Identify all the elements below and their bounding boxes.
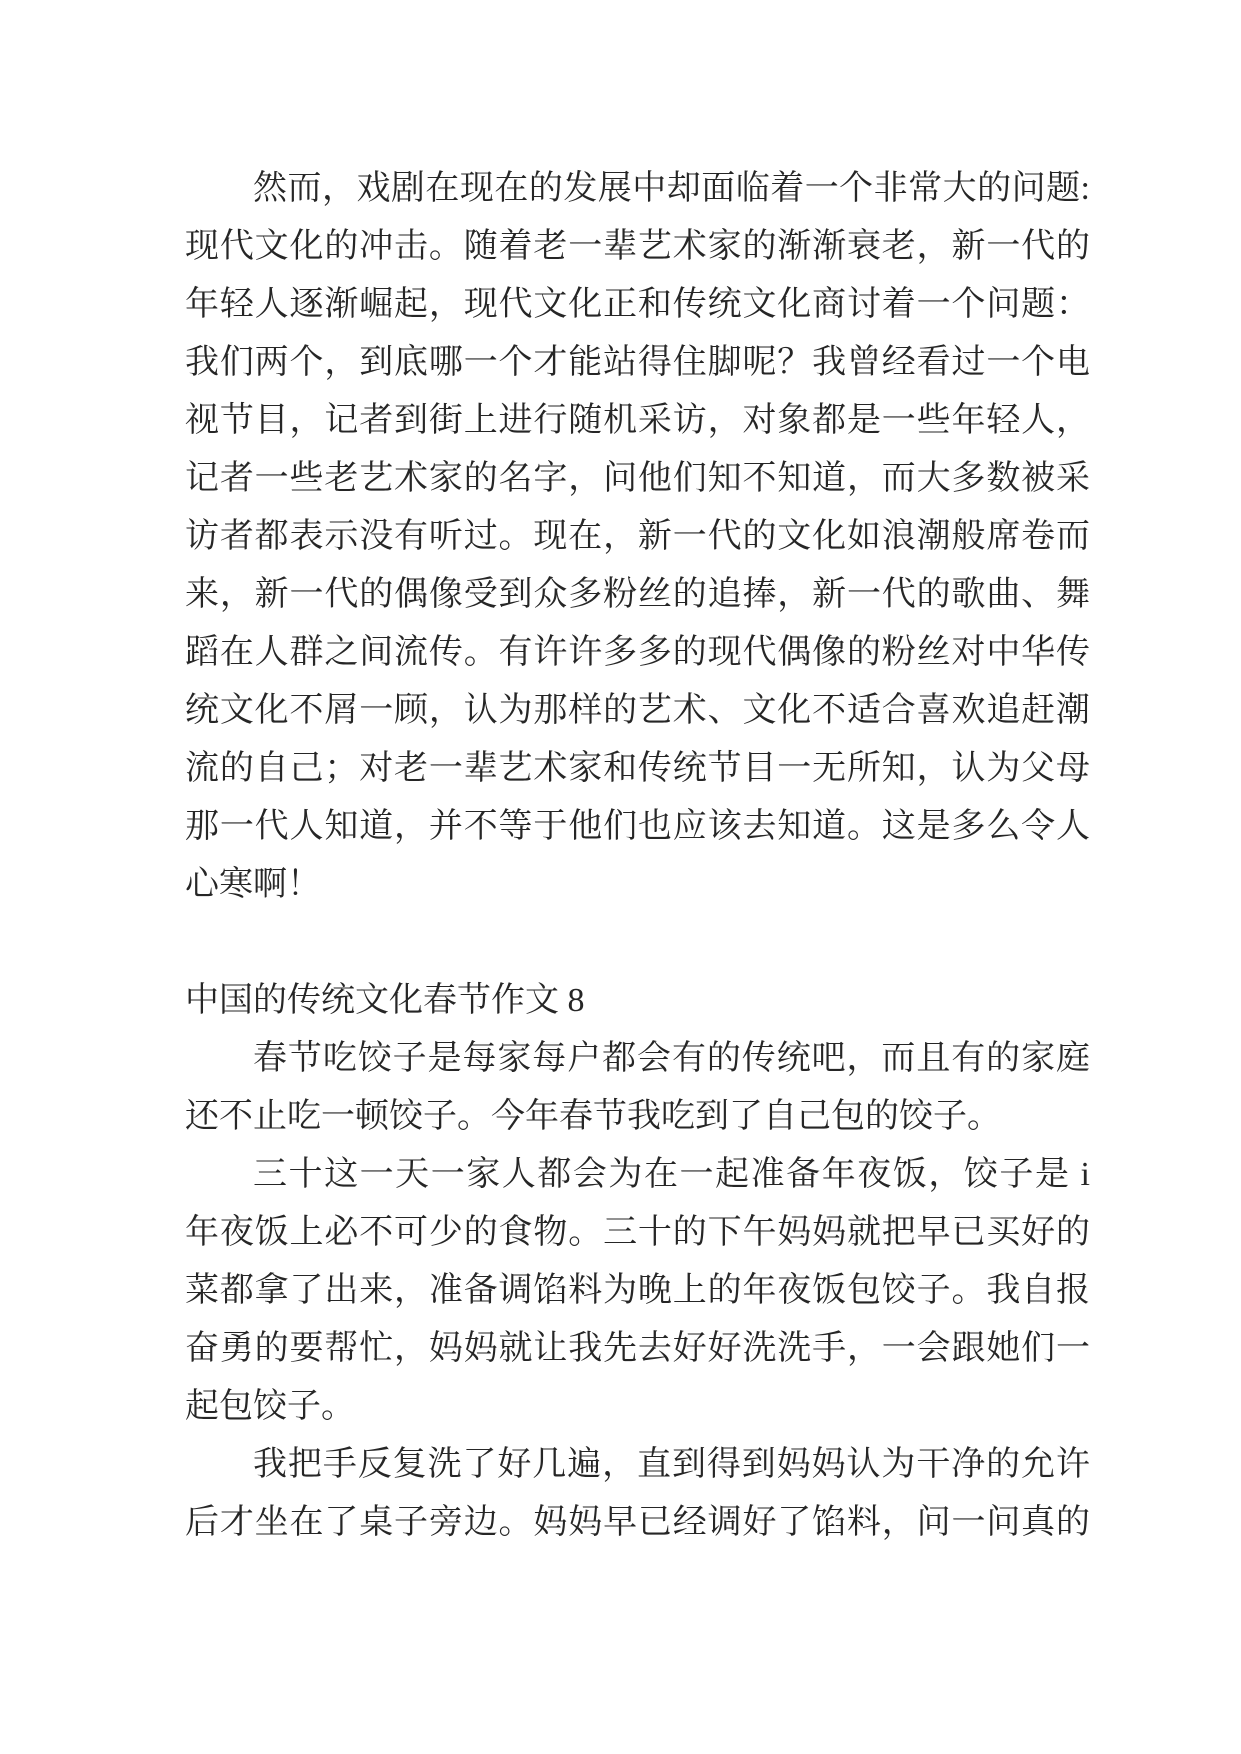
essay-line: 还不止吃一顿饺子。今年春节我吃到了自己包的饺子。 [185,1098,1001,1135]
essay-line: 来，新一代的偶像受到众多粉丝的追捧，新一代的歌曲、舞 [185,576,1090,613]
essay-line: 然而，戏剧在现在的发展中却面临着一个非常大的问题: [253,170,1090,207]
essay-line: 心寒啊！ [185,866,321,903]
essay-line: 年夜饭上必不可少的食物。三十的下午妈妈就把早已买好的 [185,1214,1090,1251]
essay-line: 三十这一天一家人都会为在一起准备年夜饭，饺子是 i [253,1156,1090,1193]
essay-line: 奋勇的要帮忙，妈妈就让我先去好好洗洗手，一会跟她们一 [185,1330,1090,1367]
essay-line: 记者一些老艺术家的名字，问他们知不知道，而大多数被采 [185,460,1090,497]
essay-section-heading: 中国的传统文化春节作文 8 [185,982,585,1019]
essay-line: 我把手反复洗了好几遍，直到得到妈妈认为干净的允许 [253,1446,1090,1483]
essay-line: 流的自己；对老一辈艺术家和传统节目一无所知，认为父母 [185,750,1090,787]
essay-line: 后才坐在了桌子旁边。妈妈早已经调好了馅料，问一问真的 [185,1504,1090,1541]
essay-line: 春节吃饺子是每家每户都会有的传统吧，而且有的家庭 [253,1040,1090,1077]
essay-line: 起包饺子。 [185,1388,355,1425]
essay-line: 访者都表示没有听过。现在，新一代的文化如浪潮般席卷而 [185,518,1090,555]
essay-line: 统文化不屑一顾，认为那样的艺术、文化不适合喜欢追赶潮 [185,692,1090,729]
essay-line: 视节目，记者到街上进行随机采访，对象都是一些年轻人， [185,402,1090,439]
essay-line: 年轻人逐渐崛起，现代文化正和传统文化商讨着一个问题： [185,286,1090,323]
essay-line: 我们两个，到底哪一个才能站得住脚呢？我曾经看过一个电 [185,344,1090,381]
essay-line: 菜都拿了出来，准备调馅料为晚上的年夜饭包饺子。我自报 [185,1272,1090,1309]
essay-line: 现代文化的冲击。随着老一辈艺术家的渐渐衰老，新一代的 [185,228,1090,265]
essay-line: 那一代人知道，并不等于他们也应该去知道。这是多么令人 [185,808,1090,845]
essay-line: 蹈在人群之间流传。有许许多多的现代偶像的粉丝对中华传 [185,634,1090,671]
